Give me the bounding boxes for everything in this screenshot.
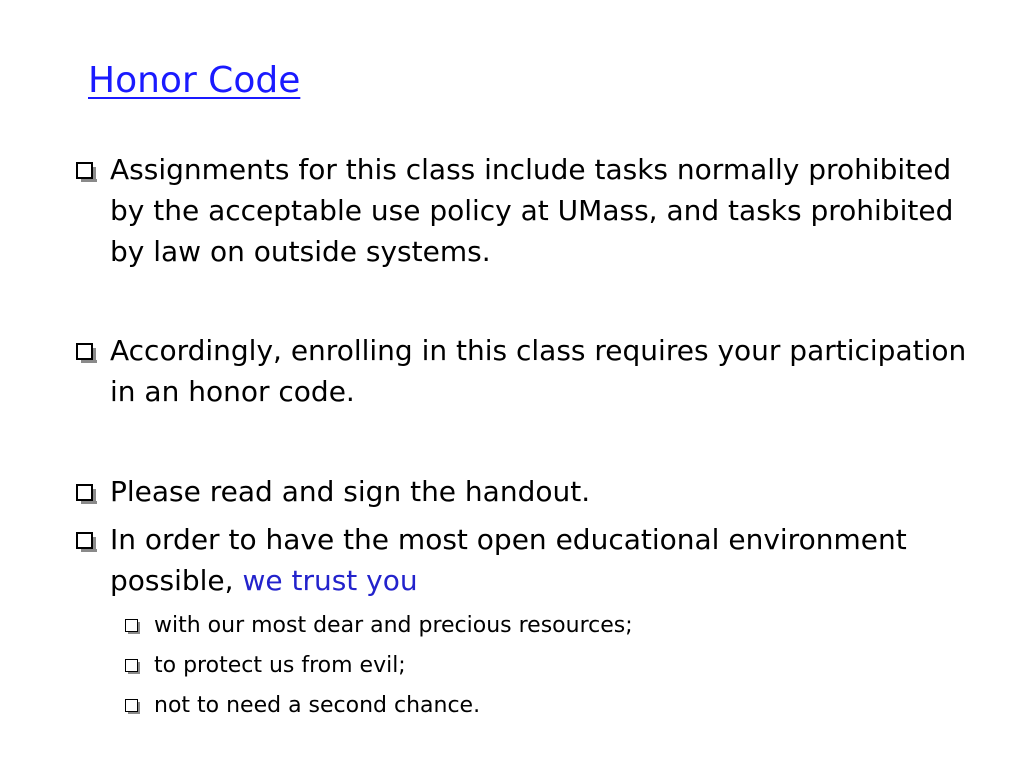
- bullet-main-text: In order to have the most open educational environment possible,: [110, 523, 907, 597]
- sub-bullet-item: [125, 691, 925, 721]
- checkbox-bullet-icon: [76, 532, 93, 549]
- bullet-item: [76, 471, 976, 512]
- bullet-item: [76, 149, 976, 272]
- sub-bullet-text: with our most dear and precious resources;: [154, 613, 633, 638]
- checkbox-bullet-icon: [125, 699, 138, 712]
- bullet-text: [110, 519, 976, 601]
- bullet-text: Please read and sign the handout.: [110, 475, 591, 508]
- sub-bullet-item: [125, 651, 925, 681]
- checkbox-bullet-icon: [76, 484, 93, 501]
- bullet-text: Accordingly, enrolling in this class requires your participation in an honor code.: [110, 334, 967, 408]
- bullet-text: Assignments for this class include tasks normally prohibited by the acceptable use policy at UMass, and tasks prohibited by law on outside systems.: [110, 153, 954, 268]
- bullet-item: [76, 519, 976, 601]
- sub-bullet-item: [125, 611, 925, 641]
- sub-bullet-text: to protect us from evil;: [154, 653, 406, 678]
- checkbox-bullet-icon: [125, 619, 138, 632]
- bullet-item: [76, 330, 976, 412]
- checkbox-bullet-icon: [76, 162, 93, 179]
- checkbox-bullet-icon: [125, 659, 138, 672]
- sub-bullet-text: not to need a second chance.: [154, 693, 481, 718]
- emphasis-text: we trust you: [242, 564, 418, 597]
- slide-title: Honor Code: [88, 60, 301, 101]
- checkbox-bullet-icon: [76, 343, 93, 360]
